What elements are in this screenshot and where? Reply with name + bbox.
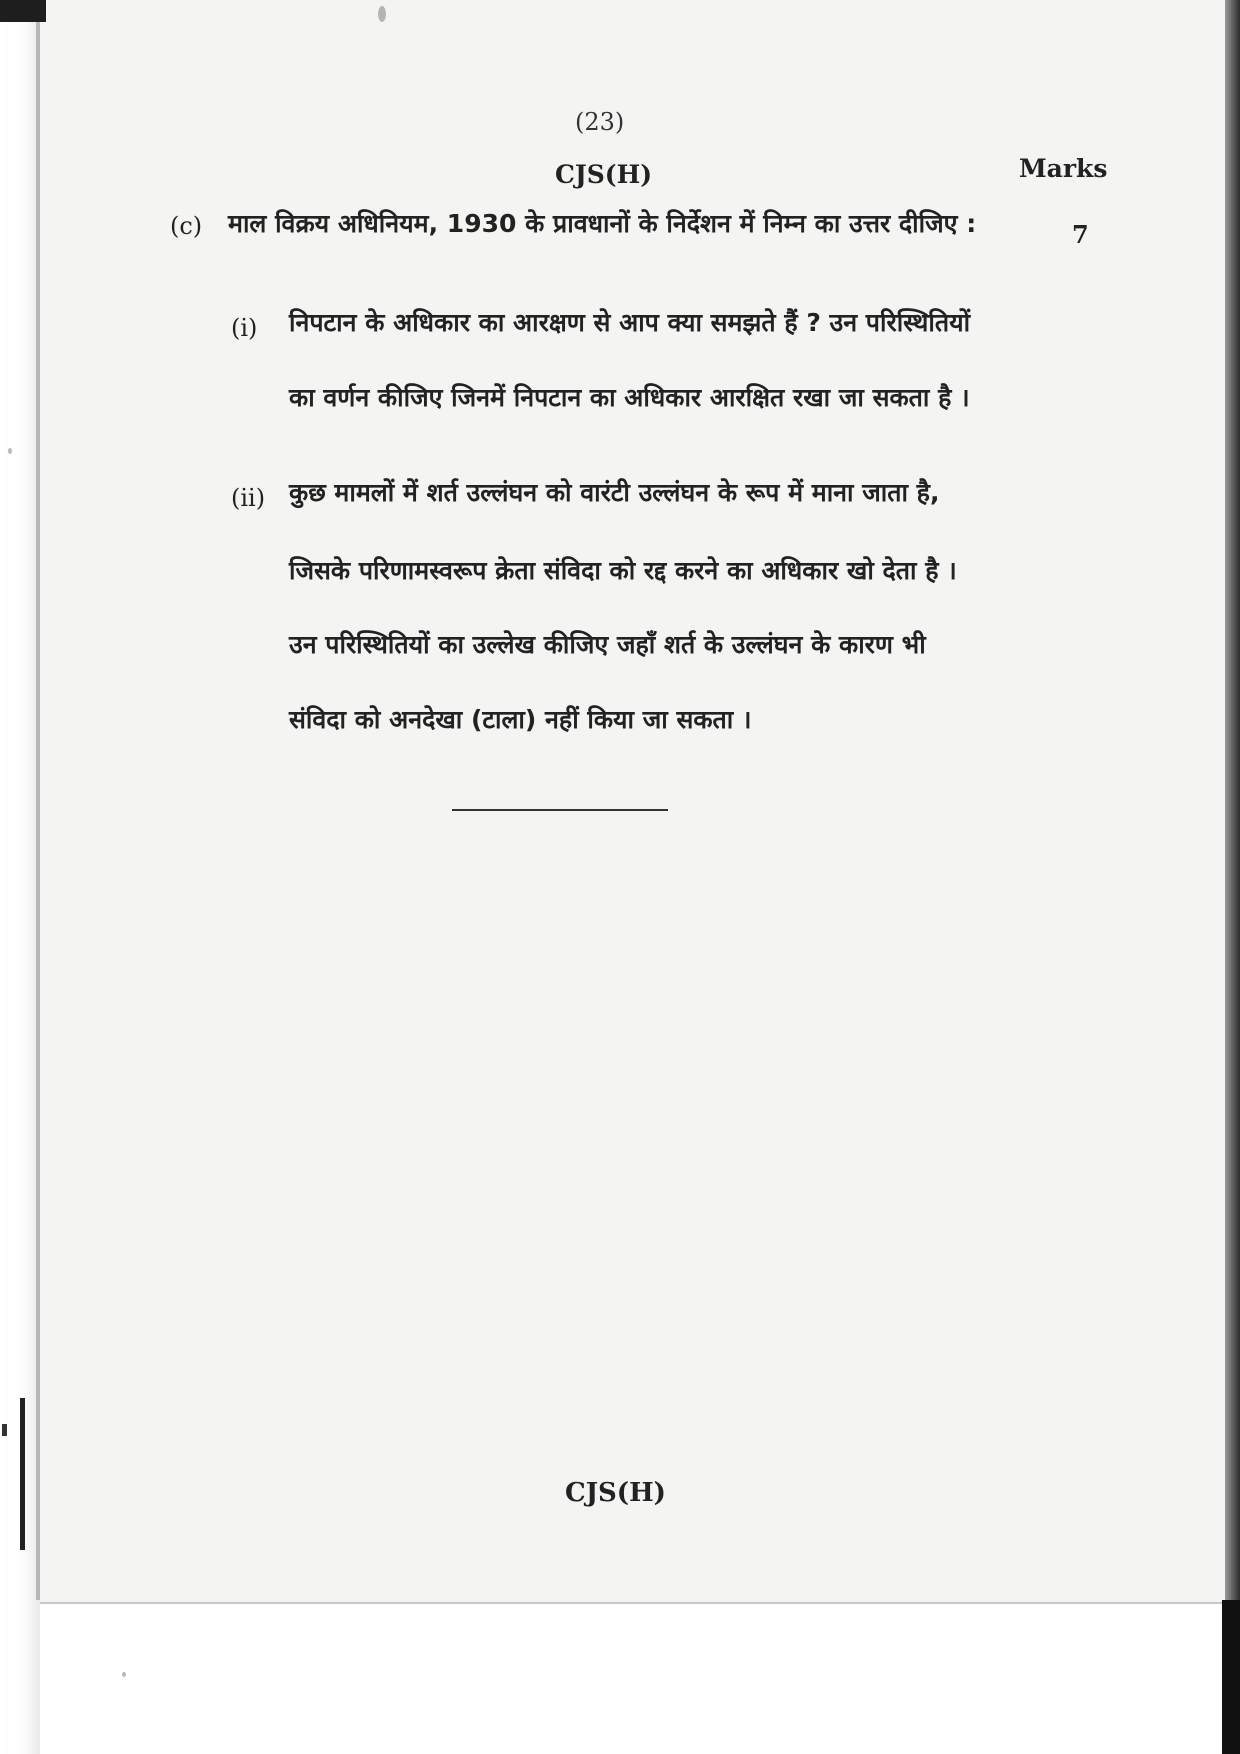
scan-right-shadow <box>1225 0 1240 1754</box>
paper-code-header: CJS(H) <box>555 160 653 189</box>
binding-tick <box>2 1424 7 1436</box>
subquestion-i-line: निपटान के अधिकार का आरक्षण से आप क्या समझते हैं ? उन परिस्थितियों <box>289 308 971 337</box>
subquestion-label-i: (i) <box>231 314 258 342</box>
subquestion-ii-line: जिसके परिणामस्वरूप क्रेता संविदा को रद्द करने का अधिकार खो देता है । <box>289 556 957 585</box>
end-of-question-rule <box>452 809 668 811</box>
question-marks: 7 <box>1072 220 1089 249</box>
paper-code-footer: CJS(H) <box>565 1478 666 1508</box>
binding-mark <box>20 1398 25 1550</box>
subquestion-ii-line: उन परिस्थितियों का उल्लेख कीजिए जहाँ शर्त के उल्लंघन के कारण भी <box>289 630 926 659</box>
subquestion-i-line: का वर्णन कीजिए जिनमें निपटान का अधिकार आरक्षित रखा जा सकता है । <box>289 383 970 412</box>
question-label: (c) <box>170 212 203 240</box>
marks-column-heading: Marks <box>1019 154 1108 183</box>
scan-right-corner <box>1222 1600 1240 1754</box>
scanned-page <box>40 0 1225 1604</box>
scan-speck <box>122 1672 126 1677</box>
scan-corner-mark <box>0 0 46 22</box>
subquestion-ii-line: संविदा को अनदेखा (टाला) नहीं किया जा सकता । <box>289 705 752 734</box>
scan-speck <box>378 6 386 22</box>
scan-left-shadow <box>36 0 40 1600</box>
question-text: माल विक्रय अधिनियम, 1930 के प्रावधानों के निर्देशन में निम्न का उत्तर दीजिए : <box>228 209 977 238</box>
page-number: (23) <box>575 108 625 136</box>
subquestion-ii-line: कुछ मामलों में शर्त उल्लंघन को वारंटी उल्लंघन के रूप में माना जाता है, <box>289 478 940 507</box>
subquestion-label-ii: (ii) <box>231 484 266 512</box>
scan-speck <box>8 448 12 454</box>
